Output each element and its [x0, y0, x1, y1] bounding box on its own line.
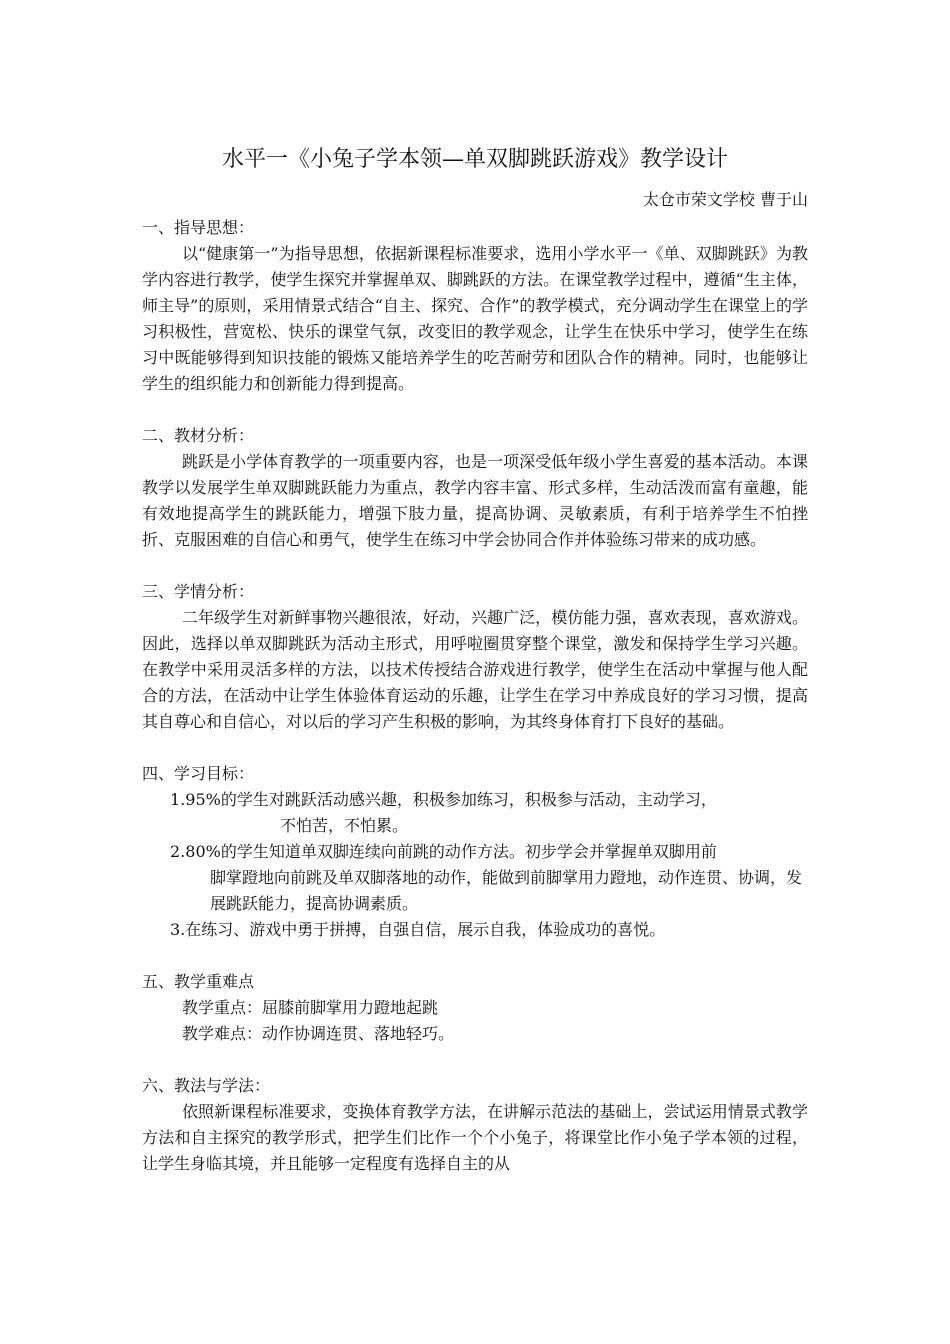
section-paragraph-students: 二年级学生对新鲜事物兴趣很浓，好动，兴趣广泛，模仿能力强，喜欢表现，喜欢游戏。因此，选择以单双脚跳跃为活动主形式，用呼啦圈贯穿整个课堂，激发和保持学生学习兴趣。在教学中采用灵活多样的方法，以技术传授结合游戏进行教学，使学生在活动中掌握与他人配合的方法，在活动中让学生体验体育运动的乐趣，让学生在学习中养成良好的学习习惯，提高其自尊心和自信心，对以后的学习产生积极的影响，为其终身体育打下良好的基础。	[142, 608, 808, 731]
section-spacer	[142, 397, 808, 423]
goal-item-3	[142, 917, 808, 943]
goal-text-continued: 不怕苦，不怕累。	[280, 816, 409, 835]
section-paragraph-guiding: 以“健康第一”为指导思想，依据新课程标准要求，选用小学水平一《单、双脚跳跃》为教学内容进行教学，使学生探究并掌握单双、脚跳跃的方法。在课堂教学过程中，遵循“生主体，师主导”的原则，采用情景式结合“自主、探究、合作”的教学模式，充分调动学生在课堂上的学习积极性，营宽松、快乐的课堂气氛，改变旧的教学观念，让学生在快乐中学习，使学生在练习中既能够得到知识技能的锻炼又能培养学生的吃苦耐劳和团队合作的精神。同时，也能够让学生的组织能力和创新能力得到提高。	[142, 244, 808, 393]
document-title: 水平一《小兔子学本领—单双脚跳跃游戏》教学设计	[221, 147, 728, 172]
teaching-focus: 教学重点：屈膝前脚掌用力蹬地起跳	[182, 998, 439, 1017]
goal-text: 80%的学生知道单双脚连续向前跳的动作方法。初步学会并掌握单双脚用前	[185, 842, 717, 861]
teaching-difficulty: 教学难点：动作协调连贯、落地轻巧。	[182, 1024, 455, 1043]
goal-item-1	[142, 787, 808, 839]
section-heading-students: 三、学情分析：	[142, 582, 255, 601]
section-heading-methods: 六、教法与学法：	[142, 1076, 271, 1095]
section-heading-key-points: 五、教学重难点	[142, 972, 255, 991]
section-spacer	[142, 943, 808, 969]
goal-number: 2.	[170, 842, 186, 861]
section-paragraph-methods: 依照新课程标准要求，变换体育教学方法，在讲解示范法的基础上，尝试运用情景式教学方法和自主探究的教学形式，把学生们比作一个个小兔子，将课堂比作小兔子学本领的过程，让学生身临其境，并且能够一定程度有选择自主的从	[142, 1102, 808, 1173]
goal-list	[142, 787, 808, 943]
goal-text: 在练习、游戏中勇于拼搏，自强自信，展示自我，体验成功的喜悦。	[185, 920, 666, 939]
section-spacer	[142, 553, 808, 579]
goal-number: 3.	[170, 920, 186, 939]
goal-number: 1.	[170, 790, 186, 809]
goal-item-2	[142, 839, 808, 917]
section-heading-goals: 四、学习目标：	[142, 764, 255, 783]
section-spacer	[142, 1047, 808, 1073]
document-body	[142, 215, 808, 1177]
author-line: 太仓市荣文学校 曹于山	[642, 190, 808, 209]
section-heading-guiding: 一、指导思想：	[142, 218, 255, 237]
section-heading-material: 二、教材分析：	[142, 426, 255, 445]
goal-text-continued: 脚掌蹬地向前跳及单双脚落地的动作，能做到前脚掌用力蹬地，动作连贯、协调，发展跳跃能力，提高协调素质。	[210, 868, 803, 913]
section-paragraph-material: 跳跃是小学体育教学的一项重要内容，也是一项深受低年级小学生喜爱的基本活动。本课教学以发展学生单双脚跳跃能力为重点，教学内容丰富、形式多样，生动活泼而富有童趣，能有效地提高学生的跳跃能力，增强下肢力量，提高协调、灵敏素质，有利于培养学生不怕挫折、克服困难的自信心和勇气，使学生在练习中学会协同合作并体验练习带来的成功感。	[142, 452, 808, 549]
section-spacer	[142, 735, 808, 761]
goal-text: 95%的学生对跳跃活动感兴趣，积极参加练习，积极参与活动，主动学习，	[185, 790, 717, 809]
